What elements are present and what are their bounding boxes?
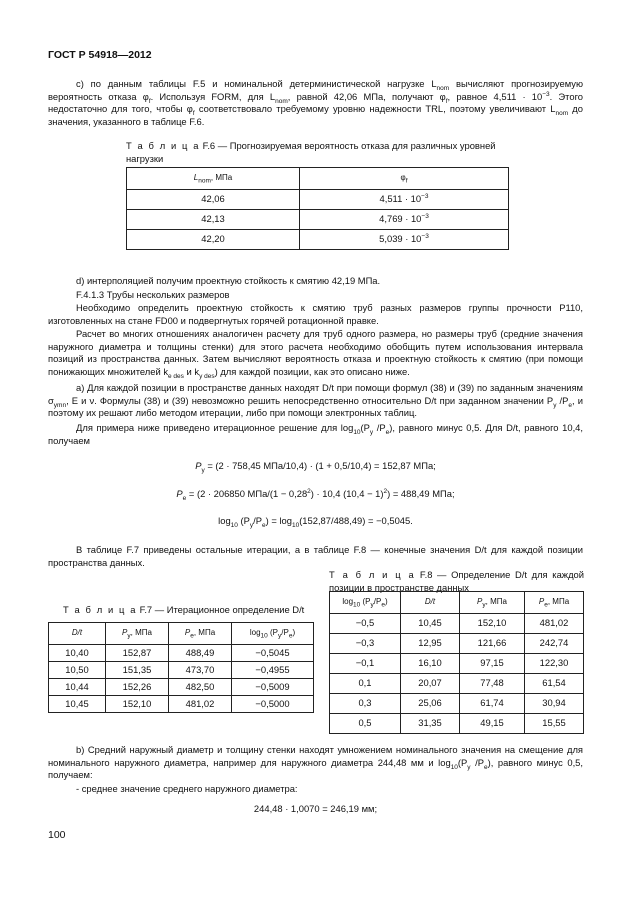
table-f6-caption: Т а б л и ц а F.6 — Прогнозируемая вероятность отказа для различных уровней нагрузки: [126, 140, 496, 164]
paragraph-d: d) интерполяцией получим проектную стойкость к смятию 42,19 МПа.: [76, 275, 381, 286]
formula-diameter: 244,48 · 1,0070 = 246,19 мм;: [253, 803, 378, 814]
page-number: 100: [48, 829, 66, 841]
section-heading-f413: F.4.1.3 Трубы нескольких размеров: [76, 289, 230, 300]
document-header: ГОСТ Р 54918—2012: [48, 49, 152, 61]
paragraph-mean: - среднее значение среднего наружного диаметра:: [76, 783, 298, 794]
table-row: −0,1 16,10 97,15 122,30: [330, 654, 584, 674]
table-f8: [329, 591, 584, 734]
table-f8-caption: Т а б л и ц а F.8 — Определение D/t для каждой позиции в пространстве данных: [329, 569, 584, 593]
table-row: 42,13 $4,769 \cdot 10^{-3}$: [127, 210, 509, 230]
paragraph-calc: Расчет во многих отношениях аналогичен расчету для труб одного размера, но размеры труб (средние значения наружного диаметра и толщины стенки) для этого расчета необходимо обобщить путем использования интервала позиций из пространства данных. Затем вычисляют вероятность отказа и проектную стойкость к смятию (при помощи понижающих множителей $k_{e des}$ и $k_{y des}$) для каждой позиции, как это описано ниже.: [48, 328, 583, 380]
table-header-cell: $L_{nom}$, МПа: [127, 168, 300, 190]
formula-log: $\log_{10} (P_y/P_e) = \log_{10}(152,87/488,49) = -0,5045$.: [218, 515, 413, 529]
table-row: 42,20 $5,039 \cdot 10^{-3}$: [127, 230, 509, 250]
table-header-cell: $\log_{10} (P_y/P_e)$: [330, 592, 401, 614]
table-f7-caption: Т а б л и ц а F.7 — Итерационное определение D/t: [63, 604, 305, 615]
table-header-cell: D/t: [401, 592, 460, 614]
formula-pe: $P_e = (2 \cdot 206850$ $МПа/(1 - 0,28^2) \cdot 10,4$ $(10,4 - 1)^2) = 488,49$ МПа;: [176, 487, 455, 502]
table-row: −0,3 12,95 121,66 242,74: [330, 634, 584, 654]
table-row: −0,5 10,45 152,10 481,02: [330, 614, 584, 634]
paragraph-need: Необходимо определить проектную стойкость к смятию труб разных размеров группы прочности P110, изготовленных на стане FD00 и подвергнутых горячей ротационной правке.: [48, 302, 583, 326]
table-header-cell: $P_y$, МПа: [106, 623, 169, 645]
paragraph-example: Для примера ниже приведено итерационное решение для $\log_{10}(P_y$ $/P_e$), равного минус 0,5. Для D/t, равного 10,4, получаем: [48, 422, 583, 446]
table-row: 0,3 25,06 61,74 30,94: [330, 694, 584, 714]
table-row: 10,50 151,35 473,70 −0,4955: [49, 662, 314, 679]
table-header-row: [330, 592, 584, 614]
table-header-cell: $P_e$, МПа: [525, 592, 584, 614]
table-row: 0,5 31,35 49,15 15,55: [330, 714, 584, 734]
table-f6: [126, 167, 509, 250]
formula-py: $P_y = (2 \cdot 758,45$ МПа/10,4) · (1 + 0,5/10,4) = 152,87 МПа;: [195, 460, 436, 474]
table-header-cell: $\log_{10} (P_y/P_e)$: [232, 623, 314, 645]
table-row: 10,44 152,26 482,50 −0,5009: [49, 679, 314, 696]
paragraph-c: c) по данным таблицы F.5 и номинальной детерминистической нагрузке $L_{nom}$ вычисляют прогнозируемую вероятность отказа $\varphi_f$. Используя FORM, для $L_{nom}$, равной 42,06 МПа, получают $\varphi_f$, равное $4,511 \cdot 10^{-3}$. Этого недостаточно для того, чтобы $\varphi_f$ соответствовало требуемому уровню надежности TRL, поэтому увеличивают $L_{nom}$ до значения, указанного в таблице F.6.: [48, 78, 583, 127]
table-header-row: [49, 623, 314, 645]
table-header-row: [127, 168, 509, 190]
paragraph-b: b) Средний наружный диаметр и толщину стенки находят умножением номинального значения на смещение для номинального наружного диаметра, например для наружного диаметра 244,48 мм и $\log_{10}(P_y$ $/P_e$), равного минус 0,5, получаем:: [48, 744, 583, 781]
table-header-cell: $P_e$, МПа: [169, 623, 232, 645]
table-row: 0,1 20,07 77,48 61,54: [330, 674, 584, 694]
table-row: 10,40 152,87 488,49 −0,5045: [49, 645, 314, 662]
table-header-cell: D/t: [49, 623, 106, 645]
paragraph-table-note: В таблице F.7 приведены остальные итерации, а в таблице F.8 — конечные значения D/t для каждой позиции пространства данных.: [48, 544, 583, 568]
table-header-cell: $\varphi_f$: [300, 168, 509, 190]
table-header-cell: $P_y$, МПа: [460, 592, 525, 614]
table-f7: [48, 622, 314, 713]
table-row: 10,45 152,10 481,02 −0,5000: [49, 696, 314, 713]
table-row: 42,06 $4,511 \cdot 10^{-3}$: [127, 190, 509, 210]
paragraph-a: a) Для каждой позиции в пространстве данных находят D/t при помощи формул (38) и (39) по заданным значениям $\sigma_{ymn}$, E и ν. Формулы (38) и (39) невозможно решить непосредственно относительно D/t при заданном значении $P_y$ $/P_e$, и поэтому их решают либо методом итерации, либо при помощи электронных таблиц.: [48, 382, 583, 419]
